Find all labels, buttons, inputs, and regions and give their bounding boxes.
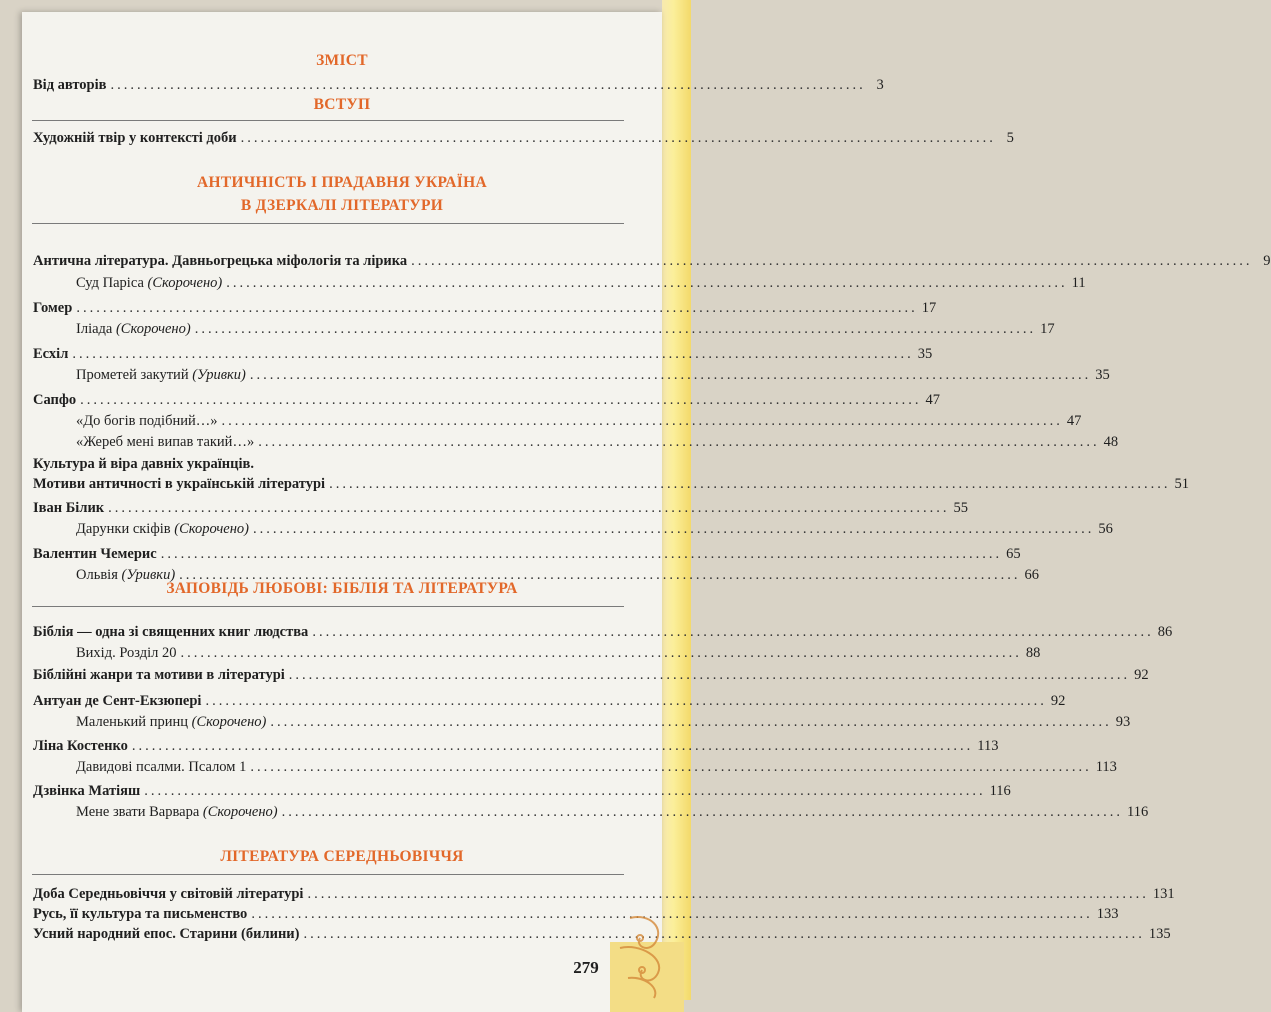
- leader-dots: ...............................................................................................................................: [251, 906, 1093, 922]
- section-rule: [32, 223, 624, 224]
- entry-page: 35: [1095, 367, 1110, 383]
- toc-entry: [76, 711, 1131, 731]
- entry-title-text: Дзвінка Матіяш: [33, 783, 141, 799]
- entry-title: [76, 713, 266, 731]
- entry-page: 11: [1071, 275, 1086, 291]
- entry-title-text: «Жереб мені випав такий…»: [76, 434, 255, 450]
- entry-title: [76, 274, 222, 292]
- entry-title: [33, 545, 157, 563]
- entry-page: 47: [925, 392, 941, 408]
- leader-dots: ...............................................................................................................................: [258, 434, 1100, 450]
- entry-title-text: Ольвія: [76, 567, 118, 583]
- toc-entry: [33, 780, 1011, 800]
- leader-dots: ...............................................................................................................................: [250, 759, 1092, 775]
- leader-dots: ...............................................................................................................................: [72, 346, 914, 362]
- entry-title-text: «До богів подібний…»: [76, 413, 218, 429]
- entry-page: 56: [1098, 521, 1113, 537]
- entry-title-text: Давидові псалми. Псалом 1: [76, 759, 247, 775]
- leader-dots: ...............................................................................................................................: [329, 476, 1171, 492]
- leader-dots: ...............................................................................................................................: [179, 567, 1021, 583]
- page-number: 279: [573, 958, 599, 977]
- entry-page: 116: [989, 783, 1011, 799]
- entry-title-text: Антуан де Сент-Екзюпері: [33, 693, 202, 709]
- entry-page: 51: [1174, 476, 1189, 492]
- entry-title-text: Іліада: [76, 321, 113, 337]
- toc-entry: [76, 756, 1117, 776]
- entry-page: 113: [1095, 759, 1117, 775]
- toc-entry: [76, 272, 1086, 292]
- toc-entry: [33, 903, 1119, 923]
- entry-page: 48: [1103, 434, 1119, 450]
- entry-title: [76, 320, 191, 338]
- entry-title: [33, 252, 407, 270]
- leader-dots: ...............................................................................................................................: [252, 521, 1095, 537]
- entry-title: [33, 692, 201, 710]
- leader-dots: ...............................................................................................................................: [411, 253, 1253, 269]
- entry-note: (Скорочено): [147, 275, 223, 291]
- entry-title-text: Дарунки скіфів: [76, 521, 171, 537]
- leader-dots: ...............................................................................................................................: [108, 500, 950, 516]
- leader-dots: ...............................................................................................................................: [249, 367, 1092, 383]
- entry-page: 133: [1096, 906, 1119, 922]
- entry-title: [76, 412, 218, 430]
- vstup-heading: ВСТУП: [313, 96, 371, 113]
- toc-entry: [33, 473, 1189, 493]
- leader-dots: ..................................................................................................................: [240, 130, 996, 146]
- entry-page: 86: [1157, 624, 1173, 640]
- toc-entry: [33, 453, 613, 473]
- entry-title: Художній твір у контексті доби: [33, 130, 237, 146]
- leader-dots: ...............................................................................................................................: [194, 321, 1037, 337]
- leader-dots: ...............................................................................................................................: [221, 413, 1063, 429]
- entry-title-text: Доба Середньовіччя у світовій літературі: [33, 886, 304, 902]
- entry-page: 35: [917, 346, 933, 362]
- entry-title: [33, 475, 325, 493]
- entry-title: Від авторів: [33, 77, 107, 93]
- entry-page: 116: [1127, 804, 1149, 820]
- entry-title-text: Мотиви античності в українській літературі: [33, 476, 326, 492]
- entry-page: 66: [1024, 567, 1040, 583]
- entry-note: (Скорочено): [174, 521, 249, 537]
- entry-title-text: Прометей закутий: [76, 367, 189, 383]
- toc-entry: [76, 518, 1113, 538]
- leader-dots: ...............................................................................................................................: [288, 667, 1131, 683]
- entry-page: 93: [1115, 714, 1131, 730]
- leader-dots: ...............................................................................................................................: [144, 783, 986, 799]
- entry-note: (Уривки): [121, 567, 176, 583]
- toc-entry: [33, 127, 1014, 147]
- leader-dots: ...............................................................................................................................: [160, 546, 1003, 562]
- entry-title: [33, 391, 76, 409]
- entry-title: [76, 433, 254, 451]
- entry-title-text: Біблійні жанри та мотиви в літературі: [33, 667, 285, 683]
- toc-entry: [76, 431, 1119, 451]
- entry-page: 88: [1025, 645, 1041, 661]
- section1-heading-line2: В ДЗЕРКАЛІ ЛІТЕРАТУРИ: [240, 197, 444, 214]
- leader-dots: ...............................................................................................................................: [180, 645, 1022, 661]
- leader-dots: ...............................................................................................................................: [281, 804, 1123, 820]
- entry-title: [33, 299, 72, 317]
- entry-title: [76, 758, 246, 776]
- entry-title-text: Біблія — одна зі священних книг людства: [33, 624, 309, 640]
- toc-entry: [33, 543, 1021, 563]
- leader-dots: ...............................................................................................................................: [226, 275, 1068, 291]
- entry-page: 17: [1040, 321, 1055, 337]
- entry-page: 65: [1006, 546, 1021, 562]
- entry-title: [33, 623, 308, 641]
- leader-dots: ...............................................................................................................................: [303, 926, 1145, 942]
- leader-dots: ...............................................................................................................................: [76, 300, 918, 316]
- toc-heading: ЗМІСТ: [316, 52, 368, 69]
- entry-title: [76, 520, 249, 538]
- section2-heading: ЗАПОВІДЬ ЛЮБОВІ: БІБЛІЯ ТА ЛІТЕРАТУРА: [166, 580, 518, 597]
- entry-title: [76, 366, 246, 384]
- leader-dots: ...............................................................................................................................: [307, 886, 1149, 902]
- corner-ornament-icon: [610, 908, 670, 1000]
- entry-title: [33, 455, 254, 473]
- entry-page: 47: [1066, 413, 1082, 429]
- toc-entry: [33, 923, 1171, 943]
- entry-title-text: Маленький принц: [76, 714, 188, 730]
- toc-entry: [76, 410, 1082, 430]
- leader-dots: ...............................................................................................................................: [312, 624, 1154, 640]
- entry-title: [76, 644, 177, 662]
- entry-title-text: Гомер: [33, 300, 73, 316]
- entry-title: [33, 345, 68, 363]
- section-rule: [32, 606, 624, 607]
- toc-entry: [33, 497, 969, 517]
- entry-title: [33, 925, 300, 943]
- entry-title: [33, 666, 285, 684]
- toc-entry: [33, 74, 884, 94]
- toc-entry: [33, 664, 1149, 684]
- leader-dots: ..................................................................................................................: [110, 77, 866, 93]
- toc-entry: [33, 690, 1066, 710]
- entry-page: 135: [1148, 926, 1171, 942]
- section-rule: [32, 120, 624, 121]
- section-rule: [32, 874, 624, 875]
- entry-title-text: Ліна Костенко: [33, 738, 128, 754]
- entry-title: [33, 885, 303, 903]
- toc-entry: [33, 343, 933, 363]
- entry-title-text: Русь, її культура та письменство: [33, 906, 248, 922]
- entry-note: (Уривки): [192, 367, 246, 383]
- toc-entry: [76, 642, 1041, 662]
- entry-title-text: Есхіл: [33, 346, 69, 362]
- toc-entry: [33, 621, 1173, 641]
- entry-title-text: Усний народний епос. Старини (билини): [33, 926, 300, 942]
- toc-entry: [76, 801, 1149, 821]
- toc-entry: [33, 389, 941, 409]
- entry-page: 9: [1263, 253, 1271, 269]
- leader-dots: ...............................................................................................................................: [205, 693, 1047, 709]
- entry-title-text: Іван Білик: [33, 500, 105, 516]
- entry-title-text: Валентин Чемерис: [33, 546, 157, 562]
- entry-title: [33, 782, 140, 800]
- leader-dots: ...............................................................................................................................: [270, 714, 1112, 730]
- entry-title: [33, 905, 247, 923]
- toc-entry: [33, 250, 1271, 270]
- entry-title-text: Сапфо: [33, 392, 77, 408]
- entry-title: [76, 803, 278, 821]
- entry-page: 92: [1050, 693, 1066, 709]
- entry-title-text: Вихід. Розділ 20: [76, 645, 177, 661]
- toc-entry: [33, 883, 1175, 903]
- entry-page: 92: [1134, 667, 1149, 683]
- entry-page: 5: [1006, 130, 1014, 146]
- entry-note: (Скорочено): [202, 804, 278, 820]
- entry-page: 55: [953, 500, 969, 516]
- entry-title: [33, 499, 104, 517]
- toc-page: [22, 12, 1271, 1012]
- leader-dots: ...............................................................................................................................: [80, 392, 922, 408]
- entry-page: 17: [921, 300, 937, 316]
- toc-entry: [76, 364, 1110, 384]
- entry-title: [33, 737, 128, 755]
- entry-note: (Скорочено): [115, 321, 191, 337]
- toc-entry: [33, 297, 937, 317]
- leader-dots: ...............................................................................................................................: [131, 738, 974, 754]
- entry-note: (Скорочено): [191, 714, 267, 730]
- section3-heading: ЛІТЕРАТУРА СЕРЕДНЬОВІЧЧЯ: [220, 848, 464, 865]
- entry-title-text: Антична література. Давньогрецька міфологія та лірика: [33, 253, 408, 269]
- toc-entry: [33, 735, 999, 755]
- entry-page: 113: [977, 738, 999, 754]
- entry-title-text: Культура й віра давніх українців.: [33, 456, 255, 472]
- entry-title-text: Суд Паріса: [76, 275, 144, 291]
- entry-page: 3: [876, 77, 884, 93]
- section1-heading-line1: АНТИЧНІСТЬ І ПРАДАВНЯ УКРАЇНА: [196, 174, 487, 191]
- entry-page: 131: [1152, 886, 1175, 902]
- entry-title-text: Мене звати Варвара: [76, 804, 200, 820]
- toc-entry: [76, 318, 1055, 338]
